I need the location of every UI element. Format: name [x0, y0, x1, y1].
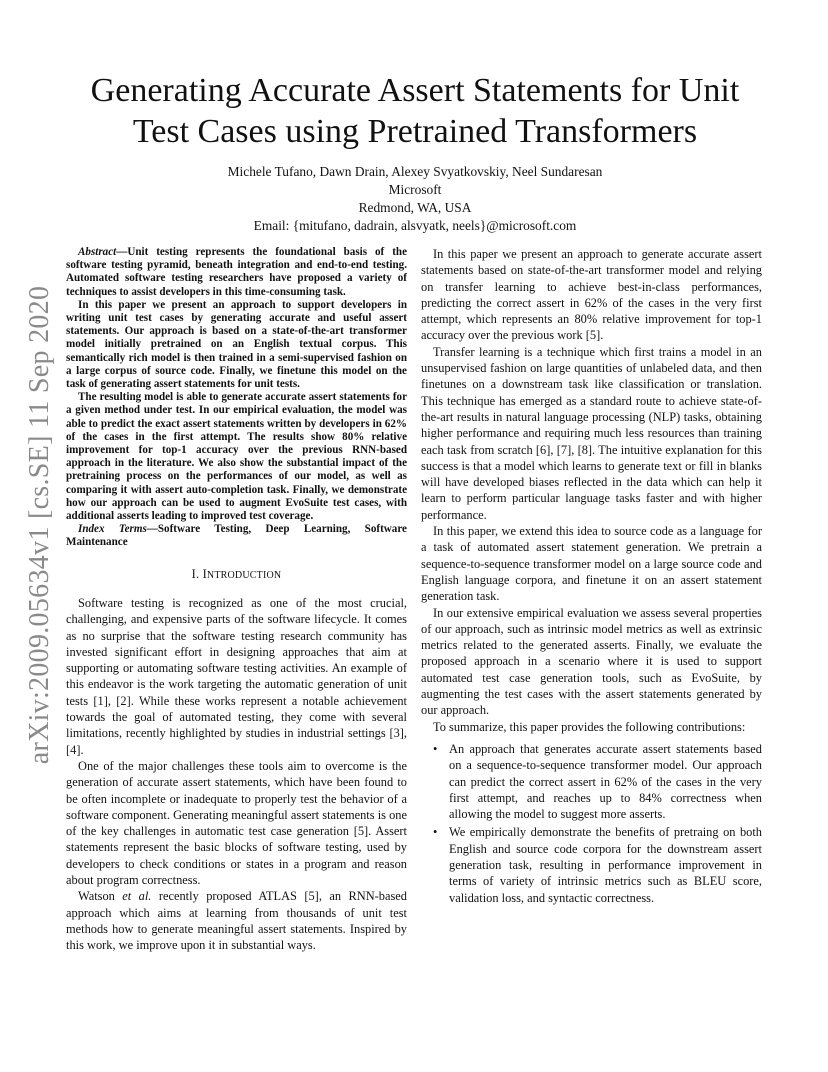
citation-link[interactable]: [5]: [353, 824, 369, 839]
list-item: • We empirically demonstrate the benefits of pretraing on both English and source code corpora for the downstream assert generation task, resulting in performance improvement in terms of variety of intrinsic metrics such as BLEU score, validation loss, and syntactic correctness.: [421, 824, 762, 905]
intro-paragraph-4: In this paper we present an approach to generate accurate assert statements based on state-of-the-art transformer model and relying on transfer learning to achieve best-in-class performances, predicting the correct assert in 62% of the cases in the very first attempt, which represents an 80% relative improvement for top-1 accuracy over the previous work [5].: [421, 247, 762, 343]
title-line-2: Test Cases using Pretrained Transformers: [132, 113, 698, 150]
citation-link[interactable]: [4]: [66, 742, 81, 757]
left-column: [66, 246, 407, 954]
citation-link[interactable]: [2]: [116, 693, 131, 708]
index-terms-label: Index Terms: [78, 523, 147, 536]
right-column: [421, 246, 762, 908]
citation-link[interactable]: [3]: [389, 726, 404, 741]
affiliation: Microsoft: [388, 182, 442, 197]
abstract: [66, 246, 407, 550]
author-names: Michele Tufano, Dawn Drain, Alexey Svyatkovskiy, Neel Sundaresan: [227, 164, 603, 179]
index-terms: Index Terms—Software Testing, Deep Learning, Software Maintenance: [66, 523, 407, 549]
intro-paragraph-7: In our extensive empirical evaluation we assess several properties of our approach, such as intrinsic model metrics as well as extrinsic metrics related to the generated asserts. Finally, we evaluate the proposed approach in a scenario where it is used to support automated test case generation tools, such as EvoSuite, by augmenting the test cases with the assert statements generated by our approach.: [421, 605, 762, 718]
citation-link[interactable]: [6]: [535, 442, 551, 457]
citation-link[interactable]: [5]: [304, 889, 319, 904]
abstract-p3: The resulting model is able to generate accurate assert statements for a given method under test. In our empirical evaluation, the model was able to predict the exact assert statements written by developers in 62% of the cases in the first attempt. The results show 80% relative improvement for top-1 accuracy over the previous RNN-based approach in the literature. We also show the substantial impact of the pretraining process on the performances of our model, as well as comparing it with assert auto-completion task. Finally, we demonstrate how our approach can be used to augment EvoSuite test cases, with additional asserts leading to improved test coverage.: [66, 391, 407, 523]
intro-paragraph-1: Software testing is recognized as one of the most crucial, challenging, and expensive parts of the software lifecycle. It comes as no surprise that the software testing research community has invested significant effort in designing approaches that aim at supporting or automating software testing activities. An example of this endeavor is the work targeting the automatic generation of unit tests [1], [2]. While these works represent a notable achievement towards the goal of automated testing, they come with several limitations, recently highlighted by studies in industrial settings [3], [4].: [66, 595, 407, 757]
list-item: • An approach that generates accurate assert statements based on a sequence-to-sequence transformer model. Our approach can predict the correct assert in 62% of the cases in the very first attempt, and reaches up to 84% correctness when allowing the model to suggest more asserts.: [421, 741, 762, 822]
paper-title: [70, 70, 760, 152]
citation-link[interactable]: [5]: [585, 328, 601, 343]
citation-link[interactable]: [8]: [577, 442, 593, 457]
abstract-p2: In this paper we present an approach to support developers in writing unit test cases by generating accurate and useful assert statements. Our approach is based on a state-of-the-art transformer model initially pretrained on an English textual corpus. This semantically rich model is then trained in a semi-supervised fashion on a large corpus of source code. Finally, we finetune this model on the task of generating assert statements for unit tests.: [66, 298, 407, 391]
abstract-label: Abstract: [78, 246, 117, 258]
intro-paragraph-2: One of the major challenges these tools aim to overcome is the generation of accurate assert statements, which have been found to be often incomplete or inadequate to properly test the behavior of a software component. Generating meaningful assert statements is one of the key challenges in automatic test case generation [5]. Assert statements represent the basic blocks of software testing, used by developers to check conditions or states in a program and reason about program correctness.: [66, 758, 407, 888]
intro-paragraph-5: Transfer learning is a technique which first trains a model in an unsupervised fashion on large quantities of unlabeled data, and then finetunes on a downstream task like classification or translation. This technique has emerged as a standard route to achieve state-of-the-art results in natural language processing (NLP) tasks, obtaining higher performance and requiring much less resources than training each task from scratch [6], [7], [8]. The intuitive explanation for this success is that a model which learns to generate text or fill in blanks will have developed biases reflected in the data which can help it learn to perform particular language tasks faster and with higher performance.: [421, 344, 762, 522]
intro-paragraph-3: Watson et al. recently proposed ATLAS [5], an RNN-based approach which aims at learning from thousands of unit test methods how to generate meaningful assert statements. Inspired by this work, we improve upon it in substantial ways.: [66, 889, 407, 953]
arxiv-identifier: [20, 285, 60, 765]
contributions-list: [421, 741, 762, 906]
email: Email: {mitufano, dadrain, alsvyatk, neels}@microsoft.com: [253, 218, 577, 233]
location: Redmond, WA, USA: [358, 200, 472, 215]
citation-link[interactable]: [1]: [93, 693, 108, 708]
author-block: [70, 163, 760, 235]
intro-paragraph-6: In this paper, we extend this idea to source code as a language for a task of automated assert statement generation. We pretrain a sequence-to-sequence transformer model on a large source code and English language corpora, and finetune it on an assert statement generation task.: [421, 524, 762, 604]
intro-paragraph-8: To summarize, this paper provides the following contributions:: [433, 719, 746, 734]
abstract-p1: Abstract—Unit testing represents the foundational basis of the software testing pyramid, beneath integration and end-to-end testing. Automated software testing researchers have proposed a variety of techniques to assist developers in this time-consuming task.: [66, 246, 407, 298]
title-line-1: Generating Accurate Assert Statements for Unit: [90, 72, 740, 109]
citation-link[interactable]: [7]: [556, 442, 572, 457]
arxiv-id-text: arXiv:2009.05634v1 [cs.SE] 11 Sep 2020: [24, 285, 55, 765]
section-heading-introduction: I. INTRODUCTION: [191, 566, 282, 581]
